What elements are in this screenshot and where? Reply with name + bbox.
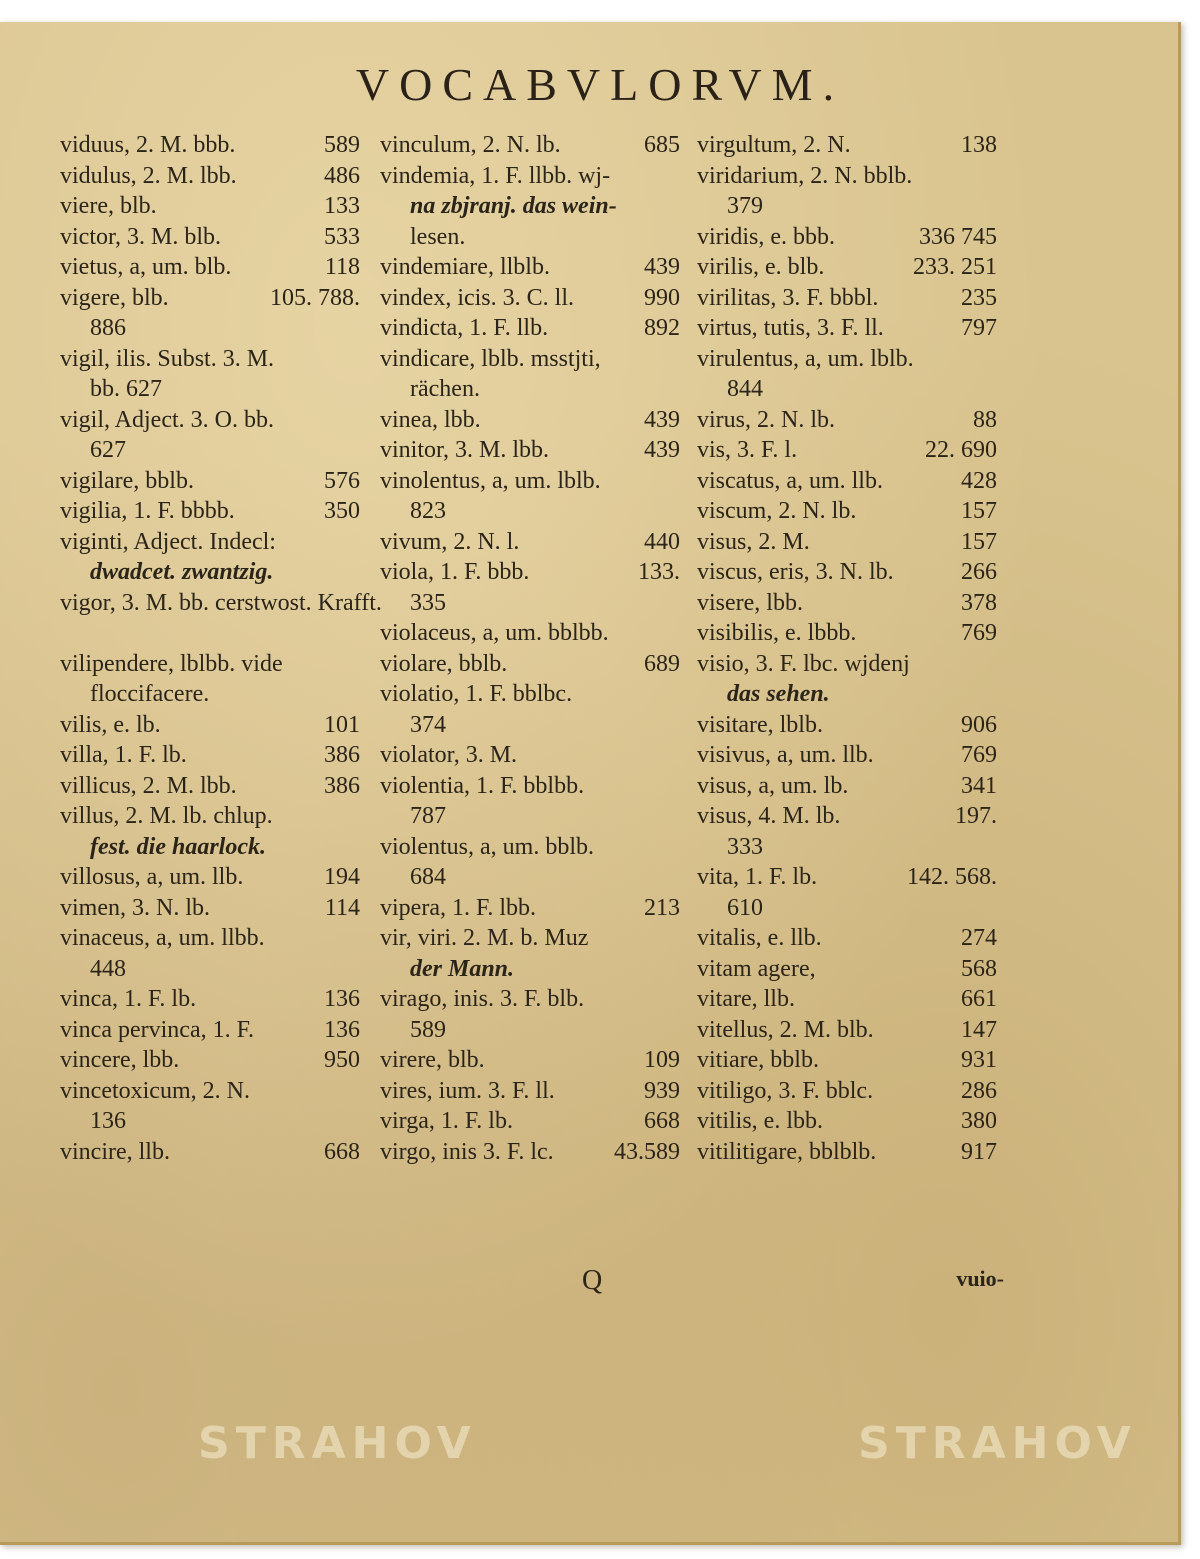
entry-page-ref: 892 [644,315,680,341]
dictionary-entry [697,1137,997,1168]
entry-continuation: bb. 627 [90,376,162,402]
entry-continuation: 136 [90,1108,126,1134]
entry-word: virulentus, a, um. lblb. [697,345,914,372]
dictionary-entry [60,862,360,893]
dictionary-entry [60,1137,360,1168]
entry-page-ref: 197. [955,803,997,829]
dictionary-entry [697,771,997,802]
dictionary-entry [697,984,997,1015]
entry-continuation: 787 [410,803,446,829]
entry-word: vilipendere, lblbb. vide [60,650,283,677]
entry-page-ref: 568 [961,955,997,982]
entry-word: viscus, eris, 3. N. lb. [697,559,894,585]
dictionary-entry [60,771,360,802]
dictionary-entry [60,191,360,222]
entry-word: visus, a, um. lb. [697,772,849,799]
entry-word: violentus, a, um. bblb. [380,833,594,860]
entry-word: viginti, Adject. Indecl: [60,528,276,555]
column-1 [60,130,382,1167]
dictionary-entry [697,862,997,893]
column-3 [697,130,997,1167]
entry-word: violator, 3. M. [380,742,518,768]
dictionary-entry [380,679,680,710]
dictionary-entry [697,1076,997,1107]
entry-word: violentia, 1. F. bblbb. [380,772,585,799]
dictionary-entry [697,710,997,741]
entry-page-ref: 341 [961,772,997,799]
dictionary-entry [697,1045,997,1076]
entry-word: vinca pervinca, 1. F. [60,1016,255,1043]
entry-word: vinolentus, a, um. lblb. [380,467,601,494]
entry-continuation: 335 [410,589,446,616]
entry-word: vipera, 1. F. lbb. [380,894,537,921]
dictionary-entry [380,618,680,649]
entry-page-ref: 118 [324,254,360,280]
entry-page-ref: 440 [644,528,680,555]
entry-continuation: 589 [410,1016,446,1043]
entry-page-ref: 233. 251 [913,254,997,280]
entry-continuation: 379 [727,193,763,219]
dictionary-entry [697,618,997,649]
dictionary-entry [697,283,997,314]
dictionary-entry [697,313,997,344]
entry-word: vigil, Adject. 3. O. bb. [60,406,274,433]
entry-word: vindemiare, llblb. [380,254,550,280]
dictionary-entry [380,1106,680,1137]
entry-word: vitilis, e. lbb. [697,1108,823,1134]
entry-word: villosus, a, um. llb. [60,864,244,890]
dictionary-entry [697,496,997,527]
dictionary-entry [380,1045,680,1076]
dictionary-entry [60,405,360,436]
entry-page-ref: 114 [324,894,360,921]
entry-page-ref: 917 [961,1138,997,1165]
entry-page-ref: 336 745 [919,223,997,250]
dictionary-entry [60,801,360,832]
entry-word: vitellus, 2. M. blb. [697,1016,874,1043]
dictionary-entry [60,893,360,924]
entry-page-ref: 769 [961,620,997,646]
entry-page-ref: 428 [961,467,997,494]
dictionary-entry [697,344,997,375]
entry-word: viere, blb. [60,193,157,219]
dictionary-entry [697,557,997,588]
entry-page-ref: 668 [644,1108,680,1134]
entry-word: vinea, lbb. [380,406,481,433]
dictionary-entry [380,435,680,466]
entry-word: vitiare, bblb. [697,1047,819,1073]
entry-continuation: 886 [90,315,126,341]
entry-word: vitiligo, 3. F. bblc. [697,1077,874,1104]
dictionary-entry [60,710,360,741]
entry-word: viscum, 2. N. lb. [697,498,857,524]
dictionary-entry [380,557,680,588]
entry-word: vinca, 1. F. lb. [60,986,197,1012]
dictionary-entry [60,222,360,253]
dictionary-entry [60,1076,360,1107]
dictionary-entry [380,740,680,771]
entry-word: victor, 3. M. blb. [60,223,222,250]
dictionary-entry [60,740,360,771]
dictionary-entry [60,649,360,680]
entry-continuation: fest. die haarlock. [90,833,266,860]
entry-page-ref: 43.589 [614,1138,680,1165]
dictionary-entry [697,1106,997,1137]
dictionary-entry [380,344,680,375]
entry-continuation: 627 [90,437,126,463]
entry-word: viscatus, a, um. llb. [697,467,883,494]
entry-word: visio, 3. F. lbc. wjdenj [697,650,910,677]
entry-continuation: na zbjranj. das wein- [410,193,617,219]
dictionary-entry [60,161,360,192]
entry-page-ref: 136 [324,986,360,1012]
dictionary-entry [60,923,360,954]
entry-word: vindex, icis. 3. C. ll. [380,284,574,311]
entry-word: visivus, a, um. llb. [697,742,874,768]
entry-word: vidulus, 2. M. lbb. [60,162,237,189]
dictionary-entry [697,588,997,619]
entry-word: vinaceus, a, um. llbb. [60,925,265,951]
entry-word: villa, 1. F. lb. [60,742,187,768]
entry-word: vigere, blb. [60,284,169,311]
entry-word: viridarium, 2. N. bblb. [697,162,913,189]
entry-page-ref: 380 [961,1108,997,1134]
entry-word: visus, 4. M. lb. [697,803,841,829]
entry-page-ref: 797 [961,315,997,341]
dictionary-entry [697,954,997,985]
dictionary-entry [380,1137,680,1168]
dictionary-entry [697,252,997,283]
watermark-right: STRAHOV [858,1418,1137,1469]
entry-page-ref: 769 [961,742,997,768]
entry-word: virilitas, 3. F. bbbl. [697,284,879,311]
dictionary-entry [380,893,680,924]
dictionary-entry [60,283,360,314]
entry-word: vimen, 3. N. lb. [60,894,210,921]
dictionary-entry [380,405,680,436]
entry-word: vietus, a, um. blb. [60,254,232,280]
entry-word: virgo, inis 3. F. lc. [380,1138,554,1165]
dictionary-entry [697,801,997,832]
entry-word: vigor, 3. M. bb. cerstwost. Krafft. [60,589,382,616]
entry-word: virere, blb. [380,1047,485,1073]
entry-page-ref: 350 [324,498,360,524]
entry-word: vindicta, 1. F. llb. [380,315,549,341]
watermark-left: STRAHOV [198,1418,477,1469]
entry-continuation: 684 [410,864,446,890]
dictionary-entry [60,588,382,619]
entry-word: visus, 2. M. [697,528,810,555]
dictionary-entry [697,435,997,466]
entry-word: vilis, e. lb. [60,711,161,738]
entry-word: villicus, 2. M. lbb. [60,772,237,799]
entry-page-ref: 661 [961,986,997,1012]
column-2 [380,130,680,1167]
entry-continuation: 610 [727,894,763,921]
dictionary-entry [380,527,680,558]
entry-word: villus, 2. M. lb. chlup. [60,803,273,829]
dictionary-entry [697,923,997,954]
page-heading: VOCABVLORVM. [355,59,845,110]
entry-word: violatio, 1. F. bblbc. [380,681,573,707]
entry-word: visitare, lblb. [697,711,823,738]
entry-page-ref: 533 [324,223,360,250]
entry-page-ref: 88 [973,406,997,433]
entry-page-ref: 439 [644,437,680,463]
entry-page-ref: 386 [324,772,360,799]
entry-page-ref: 274 [961,925,997,951]
dictionary-entry [697,130,997,161]
entry-page-ref: 378 [961,589,997,616]
dictionary-entry [697,649,997,680]
entry-word: vir, viri. 2. M. b. Muz [380,925,589,951]
entry-word: vitalis, e. llb. [697,925,822,951]
entry-word: visibilis, e. lbbb. [697,620,857,646]
entry-word: virga, 1. F. lb. [380,1108,513,1134]
entry-word: vindicare, lblb. msstjti, [380,345,601,372]
entry-word: vigilare, bblb. [60,467,194,494]
entry-word: vinculum, 2. N. lb. [380,132,561,158]
entry-page-ref: 133. [638,559,680,585]
entry-page-ref: 439 [644,406,680,433]
dictionary-entry [380,313,680,344]
dictionary-entry [380,771,680,802]
dictionary-entry [380,283,680,314]
entry-page-ref: 950 [324,1047,360,1073]
entry-page-ref: 266 [961,559,997,585]
dictionary-entry [380,984,680,1015]
entry-page-ref: 386 [324,742,360,768]
entry-page-ref: 105. 788. [270,284,360,311]
dictionary-entry [60,984,360,1015]
entry-page-ref: 668 [324,1138,360,1165]
dictionary-entry [380,252,680,283]
entry-page-ref: 157 [961,528,997,555]
dictionary-entry [380,649,680,680]
dictionary-entry [60,252,360,283]
dictionary-entry [380,161,680,192]
entry-word: vis, 3. F. l. [697,437,798,463]
signature-mark: Q [582,1265,603,1296]
entry-word: vinitor, 3. M. lbb. [380,437,550,463]
entry-continuation: 333 [727,833,763,860]
entry-word: virilis, e. blb. [697,254,825,280]
entry-word: virus, 2. N. lb. [697,406,835,433]
entry-continuation: der Mann. [410,955,515,982]
entry-continuation: 844 [727,376,763,402]
entry-word: virgultum, 2. N. [697,132,851,158]
dictionary-entry [697,1015,997,1046]
dictionary-entry [380,832,680,863]
entry-page-ref: 194 [324,864,360,890]
catchword: vuio- [956,1266,1004,1291]
entry-continuation: das sehen. [727,681,830,707]
entry-page-ref: 136 [324,1016,360,1043]
entry-page-ref: 213 [644,894,680,921]
entry-continuation: rächen. [410,376,480,402]
dictionary-entry [60,466,360,497]
entry-page-ref: 286 [961,1077,997,1104]
entry-continuation [60,618,360,649]
entry-page-ref: 109 [644,1047,680,1073]
entry-word: virago, inis. 3. F. blb. [380,986,585,1012]
entry-word: vigil, ilis. Subst. 3. M. [60,345,275,372]
dictionary-entry [697,222,997,253]
dictionary-entry [697,740,997,771]
dictionary-entry [380,130,680,161]
entry-word: vitilitigare, bblblb. [697,1138,877,1165]
entry-page-ref: 133 [324,193,360,219]
dictionary-entry [60,130,360,161]
entry-word: vindemia, 1. F. llbb. wj- [380,162,611,189]
entry-page-ref: 142. 568. [907,864,997,890]
entry-word: viduus, 2. M. bbb. [60,132,236,158]
dictionary-entry [60,1015,360,1046]
dictionary-entry [380,466,680,497]
entry-page-ref: 22. 690 [925,437,997,463]
dictionary-entry [60,527,360,558]
entry-page-ref: 486 [324,162,360,189]
entry-page-ref: 990 [644,284,680,311]
entry-word: violaceus, a, um. bblbb. [380,620,609,646]
dictionary-entry [697,527,997,558]
entry-word: vitare, llb. [697,986,795,1012]
dictionary-entry [60,496,360,527]
entry-word: vincetoxicum, 2. N. [60,1077,250,1104]
entry-continuation: floccifacere. [90,681,210,707]
entry-continuation: lesen. [410,223,466,250]
entry-page-ref: 147 [961,1016,997,1043]
entry-continuation: 448 [90,955,126,982]
entry-page-ref: 685 [644,132,680,158]
entry-word: vita, 1. F. lb. [697,864,818,890]
entry-page-ref: 906 [961,711,997,738]
entry-word: violare, bblb. [380,650,508,677]
entry-continuation: 823 [410,498,446,524]
dictionary-entry [380,923,680,954]
entry-word: virtus, tutis, 3. F. ll. [697,315,884,341]
dictionary-entry [380,1076,680,1107]
entry-page-ref: 157 [961,498,997,524]
entry-word: vigilia, 1. F. bbbb. [60,498,235,524]
entry-word: vincire, llb. [60,1138,170,1165]
entry-word: vitam agere, [697,955,816,982]
dictionary-entry [697,405,997,436]
entry-word: viridis, e. bbb. [697,223,835,250]
entry-word: vivum, 2. N. l. [380,528,520,555]
dictionary-entry [697,466,997,497]
entry-word: viola, 1. F. bbb. [380,559,530,585]
entry-word: vires, ium. 3. F. ll. [380,1077,555,1104]
entry-continuation: dwadcet. zwantzig. [90,559,274,585]
dictionary-entry [60,344,360,375]
entry-page-ref: 931 [961,1047,997,1073]
entry-page-ref: 689 [644,650,680,677]
entry-page-ref: 101 [324,711,360,738]
dictionary-entry [60,1045,360,1076]
entry-page-ref: 576 [324,467,360,494]
entry-page-ref: 589 [324,132,360,158]
entry-page-ref: 138 [961,132,997,158]
entry-page-ref: 439 [644,254,680,280]
entry-page-ref: 235 [961,284,997,311]
entry-word: vincere, lbb. [60,1047,180,1073]
dictionary-entry [697,161,997,192]
entry-page-ref: 939 [644,1077,680,1104]
entry-word: visere, lbb. [697,589,803,616]
entry-continuation: 374 [410,711,446,738]
